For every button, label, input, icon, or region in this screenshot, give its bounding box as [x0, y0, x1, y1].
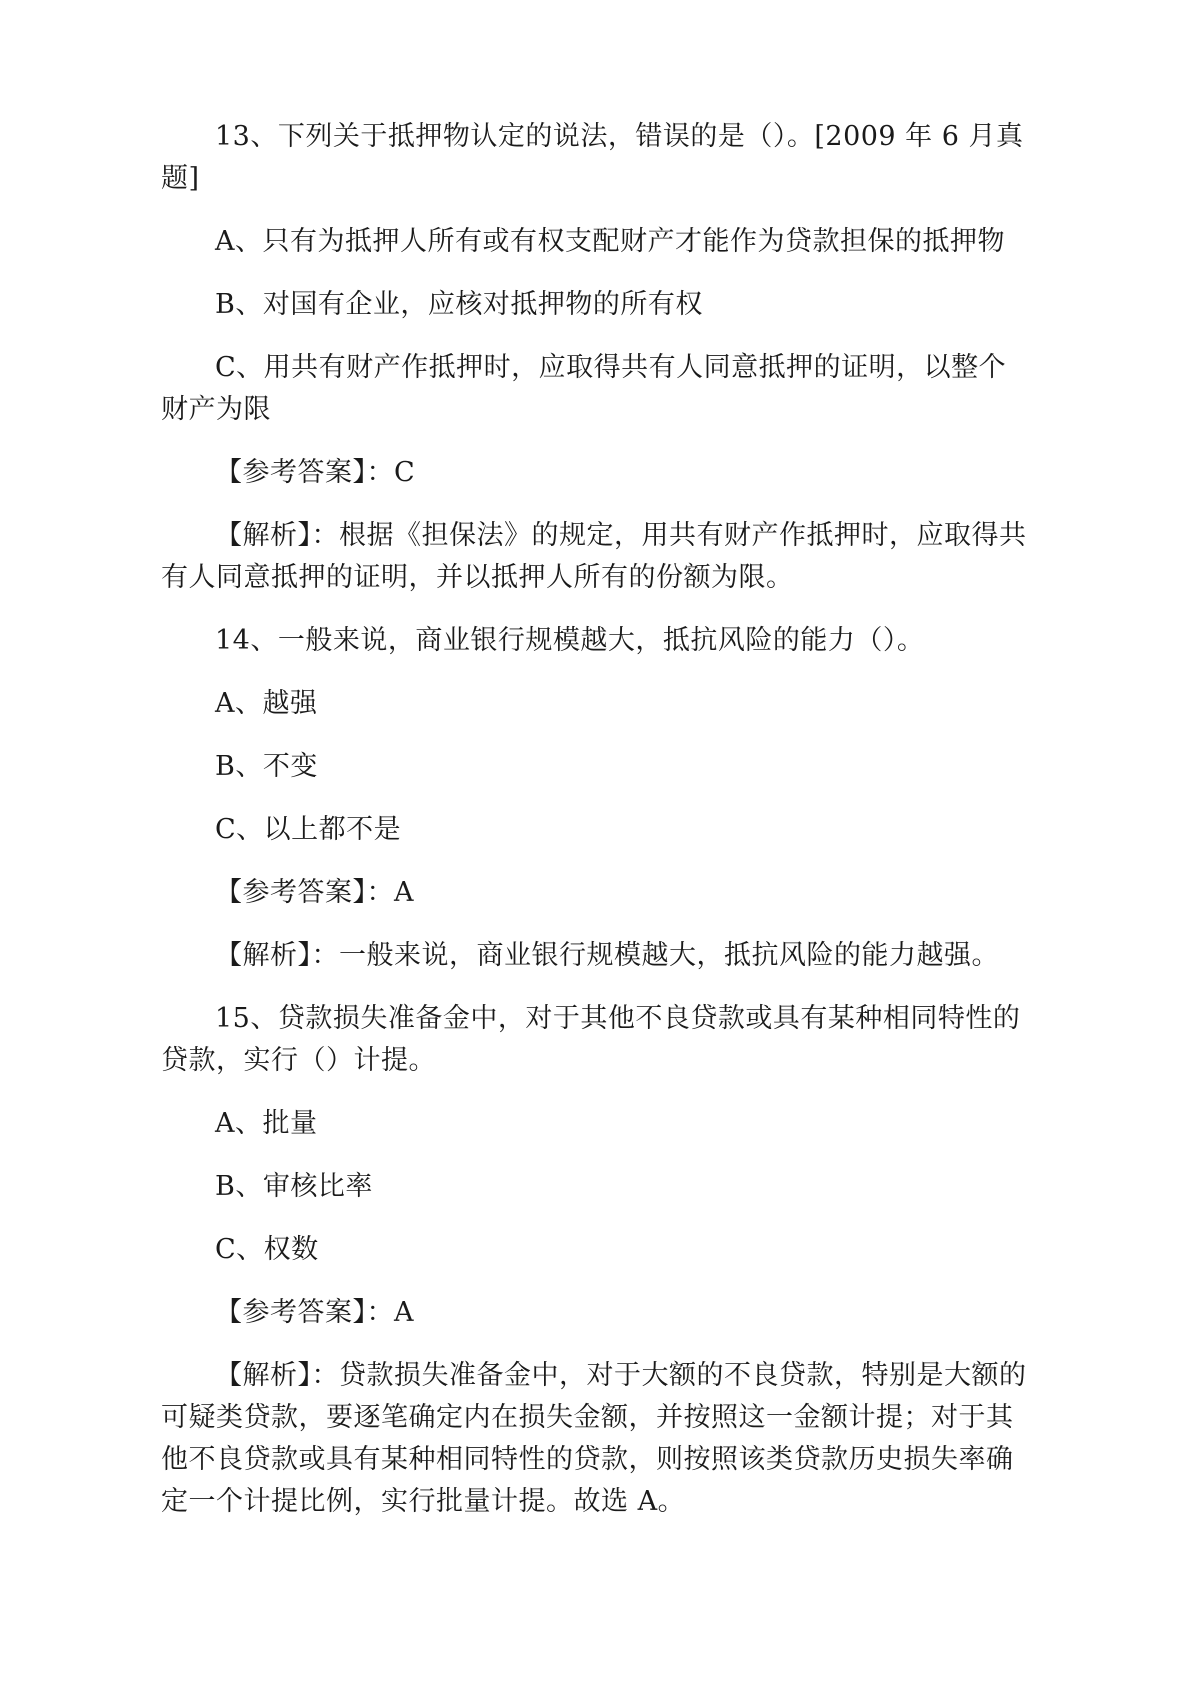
question-13-option-a: A、只有为抵押人所有或有权支配财产才能作为贷款担保的抵押物 — [215, 226, 1005, 257]
question-14-option-b: B、不变 — [215, 751, 318, 782]
document-body — [161, 116, 1030, 1523]
question-14-stem: 14、一般来说，商业银行规模越大，抵抗风险的能力（）。 — [215, 625, 925, 656]
question-14-option-a: A、越强 — [215, 688, 318, 719]
question-15-analysis: 【解析】：贷款损失准备金中，对于大额的不良贷款，特别是大额的可疑类贷款，要逐笔确定内在损失金额，并按照这一金额计提；对于其他不良贷款或具有某种相同特性的贷款，则按照该类贷款历史损失率确定一个计提比例，实行批量计提。故选 A。 — [161, 1360, 1027, 1517]
question-14-option-c: C、以上都不是 — [215, 814, 402, 845]
question-14-answer: 【参考答案】：A — [215, 877, 414, 908]
question-13-analysis: 【解析】：根据《担保法》的规定，用共有财产作抵押时，应取得共有人同意抵押的证明，并以抵押人所有的份额为限。 — [161, 520, 1027, 593]
question-15-option-a: A、批量 — [215, 1108, 318, 1139]
question-13-stem: 13、下列关于抵押物认定的说法，错误的是（）。[2009 年 6 月真题] — [161, 121, 1024, 194]
question-15-answer: 【参考答案】：A — [215, 1297, 414, 1328]
question-13-answer: 【参考答案】：C — [215, 457, 416, 488]
question-15-option-b: B、审核比率 — [215, 1171, 373, 1202]
question-13-option-b: B、对国有企业，应核对抵押物的所有权 — [215, 289, 703, 320]
question-15-option-c: C、权数 — [215, 1234, 319, 1265]
question-13-option-c: C、用共有财产作抵押时，应取得共有人同意抵押的证明，以整个财产为限 — [161, 352, 1007, 425]
question-15-stem: 15、贷款损失准备金中，对于其他不良贷款或具有某种相同特性的贷款，实行（）计提。 — [161, 1003, 1021, 1076]
question-14-analysis: 【解析】：一般来说，商业银行规模越大，抵抗风险的能力越强。 — [215, 940, 999, 971]
